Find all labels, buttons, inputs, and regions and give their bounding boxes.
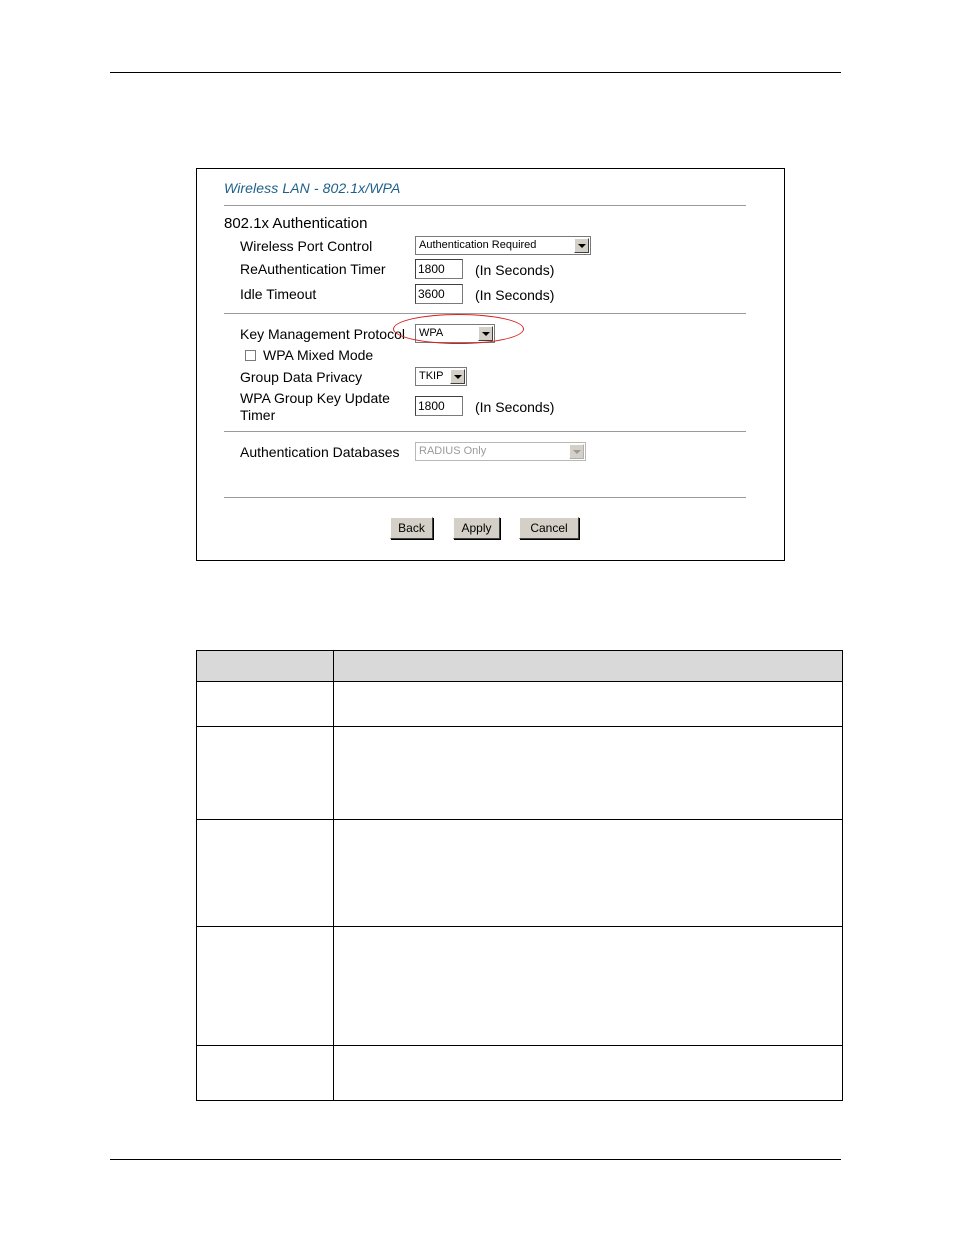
key-mgmt-protocol-value: WPA <box>419 327 444 339</box>
separator <box>224 313 746 315</box>
idle-timeout-label: Idle Timeout <box>240 286 317 302</box>
table-cell <box>197 682 334 727</box>
table-row <box>197 682 843 727</box>
table-header-row <box>197 651 843 682</box>
back-button[interactable]: Back <box>390 517 433 539</box>
group-data-privacy-label: Group Data Privacy <box>240 369 363 385</box>
table-header-cell <box>197 651 334 682</box>
wireless-port-control-select[interactable] <box>415 236 591 255</box>
table-cell <box>197 927 334 1046</box>
chevron-down-icon[interactable] <box>478 326 493 341</box>
idle-timeout-unit: (In Seconds) <box>475 287 555 303</box>
table-cell <box>197 1046 334 1101</box>
table-cell <box>197 727 334 820</box>
auth-databases-value: RADIUS Only <box>419 445 487 457</box>
table-cell <box>334 682 843 727</box>
table-cell <box>334 727 843 820</box>
table-row <box>197 1046 843 1101</box>
bottom-rule <box>110 1159 841 1160</box>
table-row <box>197 727 843 820</box>
group-data-privacy-select[interactable] <box>415 367 467 386</box>
table-cell <box>197 820 334 927</box>
table-row <box>197 927 843 1046</box>
wpa-mixed-mode-checkbox[interactable] <box>245 350 256 361</box>
wireless-port-control-value: Authentication Required <box>419 239 537 251</box>
wireless-lan-8021x-wpa-panel <box>196 168 785 561</box>
top-rule <box>110 72 841 73</box>
separator <box>224 431 746 433</box>
wireless-port-control-label: Wireless Port Control <box>240 238 373 254</box>
wpa-group-key-update-input[interactable] <box>415 396 463 416</box>
separator <box>224 205 746 207</box>
wpa-group-key-update-label: WPA Group Key Update <box>240 390 390 406</box>
chevron-down-icon <box>569 444 584 459</box>
auth-databases-select[interactable] <box>415 442 586 461</box>
wpa-group-key-update-label-2: Timer <box>240 407 276 423</box>
table-row <box>197 820 843 927</box>
wpa-group-key-update-unit: (In Seconds) <box>475 399 555 415</box>
table-header-cell <box>334 651 843 682</box>
apply-button[interactable]: Apply <box>453 517 500 539</box>
table-cell <box>334 1046 843 1101</box>
reauth-timer-input[interactable] <box>415 259 463 279</box>
section-title: 802.1x Authentication <box>224 215 368 232</box>
table-cell <box>334 820 843 927</box>
description-table <box>196 650 843 1101</box>
cancel-button[interactable]: Cancel <box>519 517 579 539</box>
auth-databases-label: Authentication Databases <box>240 444 400 460</box>
group-data-privacy-value: TKIP <box>419 370 444 382</box>
reauth-timer-unit: (In Seconds) <box>475 262 555 278</box>
key-mgmt-protocol-label: Key Management Protocol <box>240 326 405 342</box>
key-mgmt-protocol-select[interactable] <box>415 324 495 343</box>
reauth-timer-label: ReAuthentication Timer <box>240 261 386 277</box>
wpa-mixed-mode-label: WPA Mixed Mode <box>263 347 374 363</box>
panel-title: Wireless LAN - 802.1x/WPA <box>224 180 401 196</box>
idle-timeout-input[interactable] <box>415 284 463 304</box>
chevron-down-icon[interactable] <box>574 238 589 253</box>
table-cell <box>334 927 843 1046</box>
separator <box>224 497 746 499</box>
chevron-down-icon[interactable] <box>450 369 465 384</box>
